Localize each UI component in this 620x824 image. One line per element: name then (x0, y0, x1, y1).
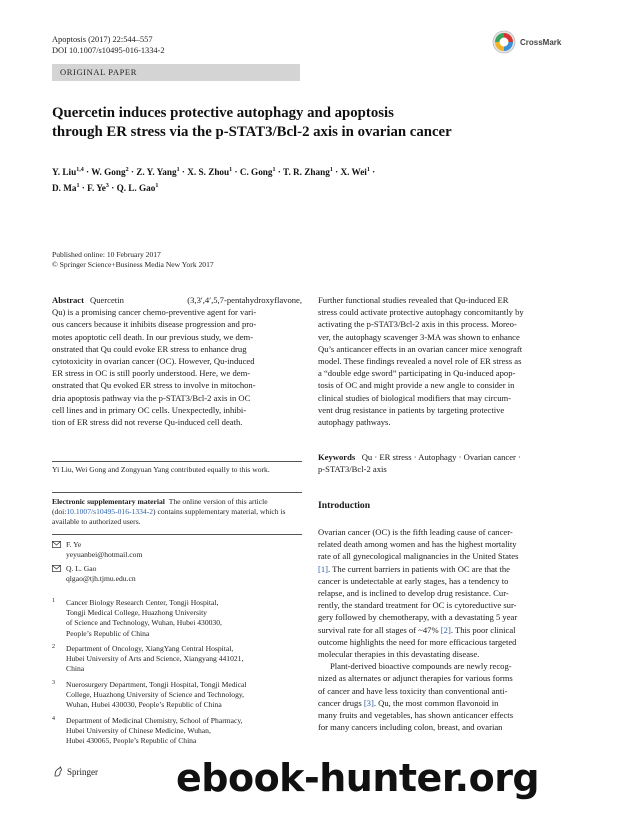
author-name[interactable]: Q. L. Gao (116, 183, 156, 194)
crossmark-icon (492, 30, 516, 54)
contact-email[interactable]: yeyuanbei@hotmail.com (66, 550, 143, 559)
intro-line: gery followed by chemotherapy, with a devastating 5 year (318, 612, 518, 623)
abstract-line: autophagy pathways. (318, 417, 391, 428)
affiliation-number: 3 (52, 680, 55, 686)
author-affiliation-sup: 1 (329, 167, 333, 173)
intro-text: . Qu, the most common flavonoid in (373, 697, 499, 708)
springer-horse-icon (52, 766, 64, 778)
citation-link[interactable]: [2] (440, 624, 451, 635)
abstract-line: Further functional studies revealed that Qu-induced ER (318, 295, 509, 305)
affiliation-number: 4 (52, 716, 55, 722)
author-name[interactable]: D. Ma (52, 183, 77, 194)
intro-line: many fruits and vegetables, has shown anticancer effects (318, 710, 514, 721)
abstract-right-column (318, 294, 568, 428)
intro-line: of cancer and have less toxicity than conventional anti- (318, 685, 508, 696)
affiliation-line: Hubei University of Chinese Medicine, Wuhan, (66, 726, 211, 736)
author-list (52, 163, 472, 195)
abstract-line: ous cancers because it inhibits disease progression and pro- (52, 319, 257, 330)
author-name[interactable]: X. S. Zhou (187, 167, 230, 178)
author-affiliation-sup: 1,4 (76, 167, 84, 173)
affiliation-line: Hubei University of Arts and Science, Xiangyang 441021, (66, 654, 244, 664)
intro-line (318, 624, 568, 636)
author-name[interactable]: C. Gong (239, 167, 273, 178)
intro-line: Ovarian cancer (OC) is the fifth leading cause of cancer- (318, 527, 513, 537)
author-affiliation-sup: 1 (366, 167, 370, 173)
intro-text: . The current barriers in patients with OC are that the (328, 563, 510, 574)
affiliation-line: Wuhan, Hubei 430030, People’s Republic of China (66, 700, 222, 710)
keywords-values: Qu · ER stress · Autophagy · Ovarian cancer · (361, 452, 521, 462)
author-name[interactable]: Y. Liu (52, 167, 77, 178)
intro-line: relapse, and is inclined to develop drug resistance. Cur- (318, 588, 509, 599)
abstract-line: activating the p-STAT3/Bcl-2 axis in this process. Moreo- (318, 319, 517, 330)
intro-line: nized as alternates or adjunct therapies for various forms (318, 673, 513, 684)
contact-email[interactable]: qlgao@tjh.tjmu.edu.cn (66, 574, 136, 583)
keywords-line-2: p-STAT3/Bcl-2 axis (318, 464, 387, 475)
intro-text: survival rate for all stages of ~47% (318, 624, 441, 635)
intro-line: rate of all gynecological malignancies in the United States (318, 551, 519, 562)
publisher-name: Springer (67, 767, 98, 777)
keywords-block (318, 451, 568, 475)
affiliation-line: Department of Oncology, XiangYang Central Hospital, (66, 644, 234, 653)
copyright-notice: © Springer Science+Business Media New York 2017 (52, 260, 214, 269)
contact-item (52, 540, 302, 560)
author-name[interactable]: F. Ye (87, 183, 106, 194)
author-affiliation-sup: 2 (125, 167, 129, 173)
esm-text-end: ) contains supplementary material, which is available to authorized users. (52, 507, 286, 526)
abstract-word: (3,3′,4′,5,7-pentahydroxyflavone, (187, 295, 302, 305)
section-banner: ORIGINAL PAPER (52, 64, 300, 81)
journal-citation (52, 34, 165, 56)
intro-line: rently, the standard treatment for OC is cytoreductive sur- (318, 600, 517, 611)
affiliation-item (52, 680, 302, 711)
abstract-line: onstrated that Qu evoked ER stress to involve in mitochon- (52, 380, 256, 391)
footnote-divider (52, 461, 302, 462)
abstract-line: tosis of OC and might provide a new angle to consider in (318, 380, 515, 391)
author-line-1: Y. Liu$^{1,4}$ · W. Gong$^2$ · Z. Y. Yang$^1$ · X. S. Zhou$^1$ · C. Gong$^1$ · T. R. Zhang$^1$ · X. Wei$^1$ · (52, 167, 376, 178)
affiliation-number: 1 (52, 598, 55, 604)
affiliation-line: College, Huazhong University of Science and Technology, (66, 690, 245, 700)
abstract-line: tion of ER stress did not reverse Qu-induced cell death. (52, 417, 243, 428)
author-line-2: D. $Ma^1 \cdot F$. $Ye^3 \cdot Q$. L. Gao$^1$ (52, 183, 159, 194)
intro-line: outcome highlights the need for more efficacious targeted (318, 636, 517, 647)
intro-text: cancer drugs (318, 697, 364, 708)
author-affiliation-sup: 3 (105, 183, 109, 190)
introduction-heading: Introduction (318, 500, 371, 511)
affiliation-line: Hubei 430065, People’s Republic of China (66, 736, 197, 746)
abstract-line: ER stress in OC is still poorly understood. Here, we dem- (52, 368, 251, 379)
abstract-line: ver, the autophagy scavenger 3-MA was shown to enhance (318, 331, 520, 342)
contact-item (52, 564, 302, 584)
abstract-line: Qu’s anticancer effects in an ovarian cancer mice xenograft (318, 343, 523, 354)
author-affiliation-sup: 1 (229, 167, 233, 173)
intro-line: cancer is undetectable at early stages, has a tendency to (318, 575, 509, 586)
esm-text-start: The online version of this article (doi: (52, 497, 268, 516)
crossmark-label: CrossMark (520, 37, 562, 47)
abstract-line: stress could activate protective autophagy concomitantly by (318, 307, 524, 318)
abstract-line: cytotoxicity in ovarian cancer (OC). However, Qu-induced (52, 356, 255, 367)
contact-name: Q. L. Gao (66, 564, 97, 573)
abstract-line: a “double edge sword” participating in Qu-induced apop- (318, 368, 516, 379)
springer-logo (52, 766, 98, 778)
intro-line (318, 563, 568, 575)
keywords-label: Keywords (318, 452, 356, 462)
affiliation-number: 2 (52, 644, 55, 650)
abstract-left-column (52, 294, 302, 428)
abstract-line: motes apoptotic cell death. In our previous study, we dem- (52, 331, 254, 342)
affiliation-line: China (66, 664, 85, 674)
intro-line (318, 697, 568, 709)
envelope-icon (52, 565, 61, 572)
intro-line: related death among women and has the highest mortality (318, 539, 517, 550)
affiliation-item (52, 716, 302, 747)
crossmark-badge[interactable] (492, 27, 582, 57)
envelope-icon (52, 541, 61, 548)
abstract-word: Quercetin (89, 295, 124, 305)
journal-doi-line: DOI 10.1007/s10495-016-1334-2 (52, 46, 165, 55)
intro-text: . This poor clinical (450, 624, 516, 635)
affiliation-line: People’s Republic of China (66, 628, 150, 638)
affiliation-line: Department of Medicinal Chemistry, School of Pharmacy, (66, 716, 243, 725)
intro-line: for many cancers including colon, breast, and ovarian (318, 722, 503, 733)
author-name[interactable]: X. Wei (340, 167, 367, 178)
author-affiliation-sup: 1 (155, 183, 159, 190)
author-name[interactable]: T. R. Zhang (283, 167, 330, 178)
abstract-line: clinical studies of biological modifiers that may circum- (318, 392, 512, 403)
affiliation-item (52, 598, 302, 639)
publication-info (52, 250, 214, 270)
footnote-divider (52, 492, 302, 493)
abstract-line: cell lines and in primary OC cells. Unexpectedly, inhibi- (52, 404, 247, 415)
abstract-line: model. These findings revealed a novel role of ER stress as (318, 356, 522, 367)
abstract-line: vent drug resistance in patients by targeting protective (318, 404, 505, 415)
abstract-line: dria apoptosis pathway via the p-STAT3/Bcl-2 axis in OC (52, 392, 251, 403)
affiliation-line: Tongji Medical College, Huazhong University (66, 608, 207, 618)
contact-name: F. Ye (66, 540, 82, 549)
abstract-first-line (90, 294, 302, 306)
esm-doi-link[interactable]: 10.1007/s10495-016-1334-2 (66, 507, 154, 516)
abstract-line: onstrated that Qu could evoke ER stress to enhance drug (52, 343, 247, 354)
esm-note (52, 497, 302, 527)
affiliation-item (52, 644, 302, 675)
affiliation-line: Nuerosurgery Department, Tongji Hospital, Tongji Medical (66, 680, 247, 689)
published-date: Published online: 10 February 2017 (52, 250, 161, 259)
affiliation-line: Cancer Biology Research Center, Tongji Hospital, (66, 598, 219, 607)
affiliation-line: of Science and Technology, Wuhan, Hubei 430030, (66, 618, 222, 628)
intro-line: molecular therapies in this devastating disease. (318, 649, 480, 660)
keywords-line-1 (318, 451, 568, 463)
title-line-1: Quercetin induces protective autophagy and apoptosis (52, 105, 394, 121)
author-affiliation-sup: 1 (176, 167, 180, 173)
title-line-2: through ER stress via the p-STAT3/Bcl-2 axis in ovarian cancer (52, 124, 452, 140)
journal-volume-line: Apoptosis (2017) 22:544–557 (52, 35, 153, 44)
abstract-line (52, 294, 302, 306)
equal-contribution-note: Yi Liu, Wei Gong and Zongyuan Yang contributed equally to this work. (52, 465, 270, 474)
abstract-line: Qu) is a promising cancer chemo-preventive agent for vari- (52, 307, 257, 318)
abstract-label: Abstract (52, 295, 84, 305)
author-name[interactable]: W. Gong (91, 167, 126, 178)
author-affiliation-sup: 1 (272, 167, 276, 173)
citation-link[interactable]: [3] (363, 697, 374, 708)
introduction-body (318, 526, 568, 733)
intro-line: Plant-derived bioactive compounds are newly recog- (330, 661, 512, 672)
author-affiliation-sup: 1 (76, 183, 80, 190)
footnote-divider (52, 534, 302, 535)
article-title (52, 104, 572, 142)
author-name[interactable]: Z. Y. Yang (136, 167, 177, 178)
esm-label: Electronic supplementary material (52, 497, 165, 506)
watermark-text: ebook-hunter.org (176, 756, 540, 800)
citation-link[interactable]: [1] (318, 563, 329, 574)
